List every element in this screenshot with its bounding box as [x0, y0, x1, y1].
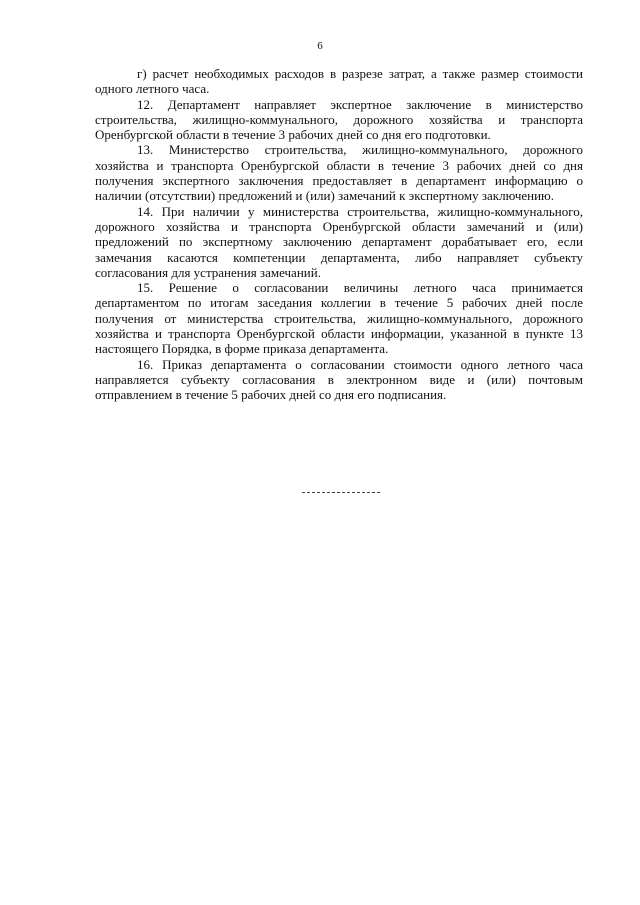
paragraph-15: 15. Решение о согласовании величины летного часа принимается департаментом по итогам заседания коллегии в течение 5 рабочих дней после получения от министерства строительства, жилищно-коммунального, дорожного хозяйства и транспорта Оренбургской области информации, указанной в пункте 13 настоящего Порядка, в форме приказа департамента.: [95, 280, 583, 357]
paragraph-12: 12. Департамент направляет экспертное заключение в министерство строительства, жилищно-коммунального, дорожного хозяйства и транспорта Оренбургской области в течение 3 рабочих дней со дня его подготовки.: [95, 96, 583, 143]
end-divider: [302, 492, 380, 493]
paragraph-14: 14. При наличии у министерства строительства, жилищно-коммунального, дорожного хозяйства и транспорта Оренбургской области замечаний и (или) предложений по экспертному заключению департамент дорабатывает его, если замечания касаются компетенции департамента, либо направляет субъекту согласования для устранения замечаний.: [95, 203, 583, 280]
paragraph-13: 13. Министерство строительства, жилищно-коммунального, дорожного хозяйства и транспорта Оренбургской области в течение 3 рабочих дней со дня получения экспертного заключения предоставляет в департамент информацию о наличии (отсутствии) предложений и (или) замечаний к экспертному заключению.: [95, 142, 583, 204]
page-number: 6: [317, 40, 323, 52]
document-body: [95, 66, 583, 403]
paragraph-item-g: г) расчет необходимых расходов в разрезе затрат, а также размер стоимости одного летного часа.: [95, 66, 583, 97]
paragraph-16: 16. Приказ департамента о согласовании стоимости одного летного часа направляется субъекту согласования в электронном виде и (или) почтовым отправлением в течение 5 рабочих дней со дня его подписания.: [95, 356, 583, 403]
